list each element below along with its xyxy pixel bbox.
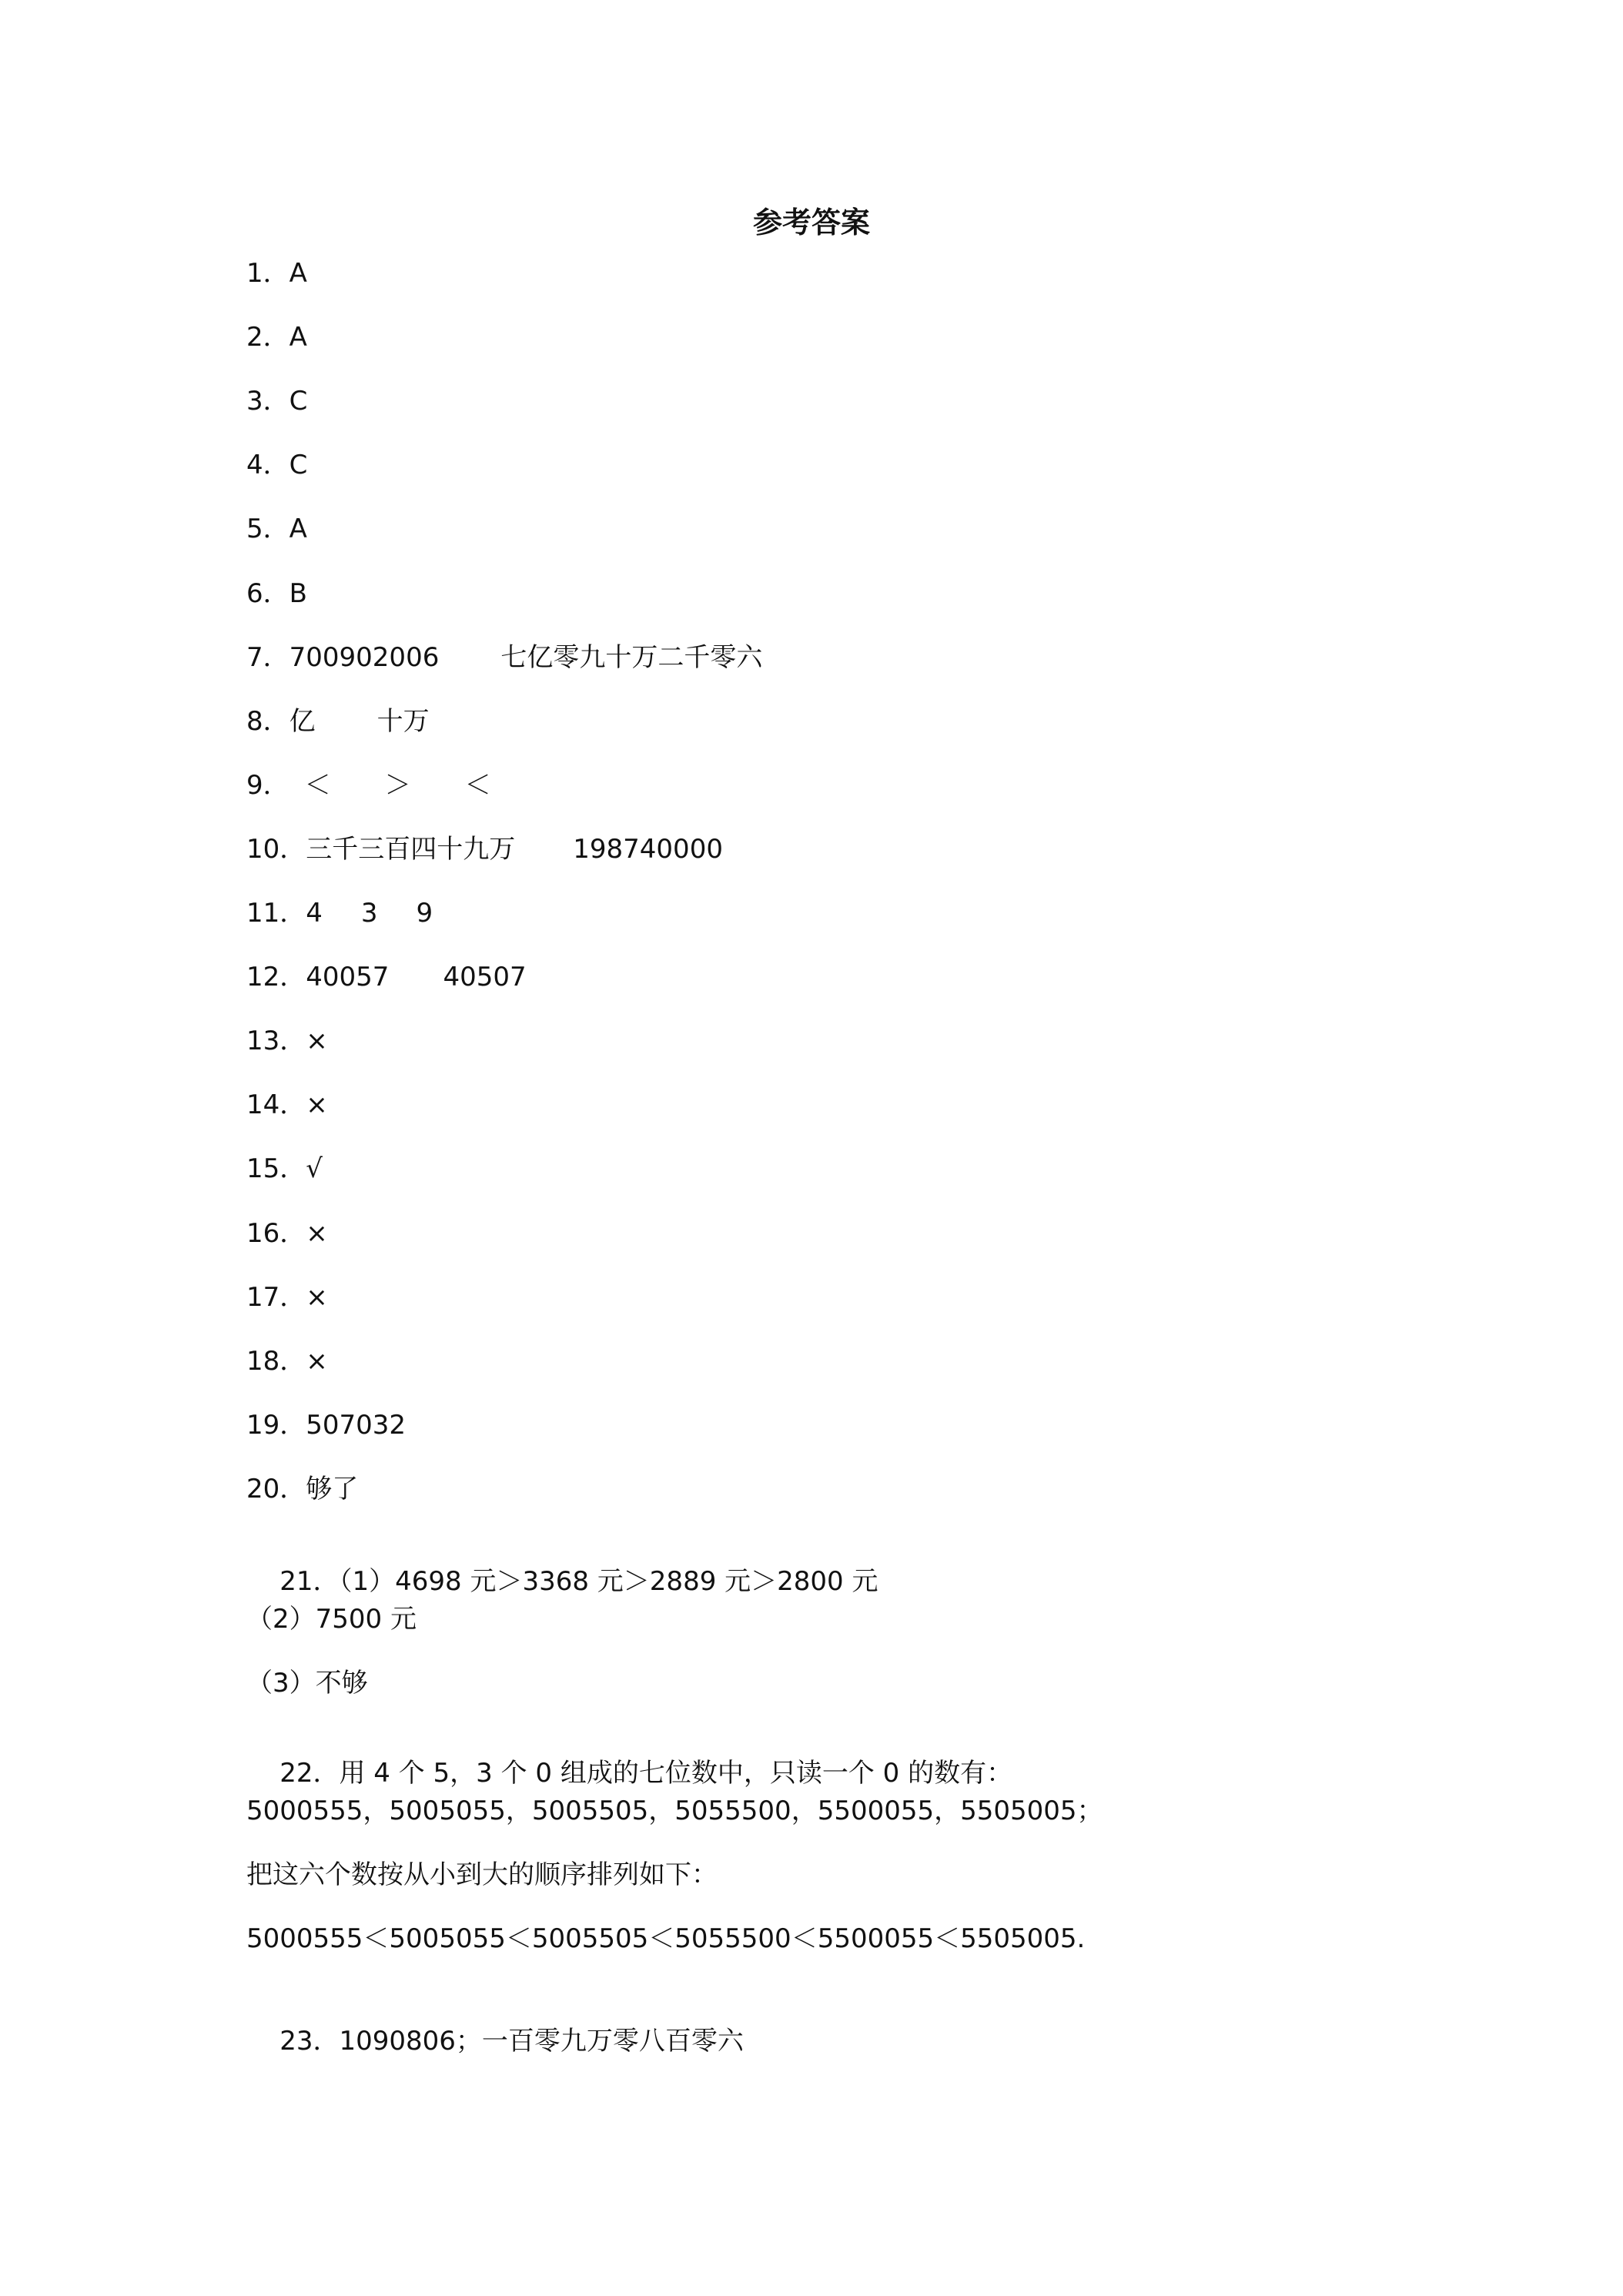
answer-number: 6． bbox=[246, 578, 289, 609]
answer-1-line bbox=[246, 258, 307, 289]
answer-value: 198740000 bbox=[573, 834, 723, 865]
answer-13-line bbox=[246, 1028, 328, 1054]
answer-value: ＞ bbox=[384, 770, 411, 801]
answer-2-line bbox=[246, 322, 307, 353]
answer-text: （1）4698 元＞3368 元＞2889 元＞2800 元 bbox=[339, 1566, 878, 1597]
answer-value: √ bbox=[306, 1153, 323, 1184]
answer-3-line bbox=[246, 386, 308, 417]
answer-9-line bbox=[246, 770, 491, 801]
answer-12-line bbox=[246, 964, 527, 990]
answer-value: 9 bbox=[416, 898, 433, 929]
answer-value: 40507 bbox=[443, 962, 527, 992]
answer-value: ＜ bbox=[464, 770, 491, 801]
answer-number: 14． bbox=[246, 1089, 306, 1120]
answer-18-line bbox=[246, 1346, 328, 1377]
answer-11-line bbox=[246, 898, 433, 929]
answer-7-line bbox=[246, 644, 762, 671]
answer-16-line bbox=[246, 1220, 328, 1247]
answer-value: A bbox=[289, 322, 307, 353]
answer-22-line-4: 5000555＜5005055＜5005505＜5055500＜5500055＜5505005. bbox=[246, 1923, 1086, 1954]
answer-text: 1090806；一百零九万零八百零六 bbox=[339, 2026, 744, 2057]
answer-8-line bbox=[246, 708, 430, 735]
answer-value: 三千三百四十九万 bbox=[306, 834, 516, 865]
answer-number: 15． bbox=[246, 1153, 306, 1184]
answer-number: 22． bbox=[279, 1758, 340, 1789]
answer-number: 2． bbox=[246, 322, 289, 353]
answer-value: 700902006 bbox=[289, 642, 440, 673]
answer-number: 7． bbox=[246, 642, 289, 673]
answer-value: A bbox=[289, 514, 307, 544]
answer-number: 12． bbox=[246, 962, 306, 992]
answer-number: 11． bbox=[246, 898, 306, 929]
answer-value: 够了 bbox=[306, 1474, 359, 1504]
answer-value: B bbox=[289, 578, 307, 609]
answer-6-line bbox=[246, 578, 307, 609]
answer-20-line bbox=[246, 1476, 358, 1502]
answer-value: ＜ bbox=[304, 770, 331, 801]
answer-number: 21． bbox=[279, 1566, 340, 1597]
answer-number: 8． bbox=[246, 706, 289, 737]
answer-value: C bbox=[289, 386, 308, 417]
answer-value: 40057 bbox=[306, 962, 390, 992]
answer-4-line bbox=[246, 452, 307, 478]
answer-number: 13． bbox=[246, 1026, 306, 1056]
answer-value: 3 bbox=[360, 898, 378, 929]
answer-15-line bbox=[246, 1153, 323, 1184]
answer-value: 七亿零九十万二千零六 bbox=[500, 642, 763, 673]
answer-value: 507032 bbox=[306, 1410, 407, 1441]
answer-10-line bbox=[246, 834, 723, 865]
answer-value: 4 bbox=[306, 898, 323, 929]
answer-22-line-2: 5000555，5005055，5005505，5055500，5500055，5505005； bbox=[246, 1796, 1103, 1826]
answer-number: 10． bbox=[246, 834, 306, 865]
answer-number: 23． bbox=[279, 2026, 340, 2057]
answer-number: 5． bbox=[246, 514, 289, 544]
answer-17-line bbox=[246, 1282, 328, 1313]
answer-19-line bbox=[246, 1410, 407, 1441]
answer-number: 17． bbox=[246, 1282, 306, 1313]
answer-number: 16． bbox=[246, 1218, 306, 1249]
answer-22-line-3: 把这六个数按从小到大的顺序排列如下： bbox=[246, 1859, 718, 1890]
answer-number: 20． bbox=[246, 1474, 306, 1504]
answer-value: × bbox=[306, 1089, 328, 1120]
answer-number: 3． bbox=[246, 386, 289, 417]
answer-value: 亿 bbox=[289, 706, 316, 737]
answer-21-line-3: （3）不够 bbox=[246, 1668, 368, 1699]
answer-21-line-2: （2）7500 元 bbox=[246, 1604, 417, 1635]
answer-text: 用 4 个 5，3 个 0 组成的七位数中，只读一个 0 的数有： bbox=[339, 1758, 1013, 1789]
answer-value: C bbox=[289, 450, 308, 480]
answer-value: × bbox=[306, 1282, 328, 1313]
answer-5-line bbox=[246, 516, 307, 542]
answer-number: 9． bbox=[246, 770, 289, 801]
answer-value: A bbox=[289, 258, 307, 289]
answer-number: 18． bbox=[246, 1346, 306, 1377]
answer-value: × bbox=[306, 1218, 328, 1249]
answer-value: × bbox=[306, 1346, 328, 1377]
answer-number: 4． bbox=[246, 450, 289, 480]
answer-23-line bbox=[246, 2002, 744, 2080]
answer-value: × bbox=[306, 1026, 328, 1056]
page-title: 参考答案 bbox=[752, 206, 870, 239]
answer-14-line bbox=[246, 1089, 328, 1120]
answer-number: 19． bbox=[246, 1410, 306, 1441]
answer-value: 十万 bbox=[376, 706, 430, 737]
answer-number: 1． bbox=[246, 258, 289, 289]
